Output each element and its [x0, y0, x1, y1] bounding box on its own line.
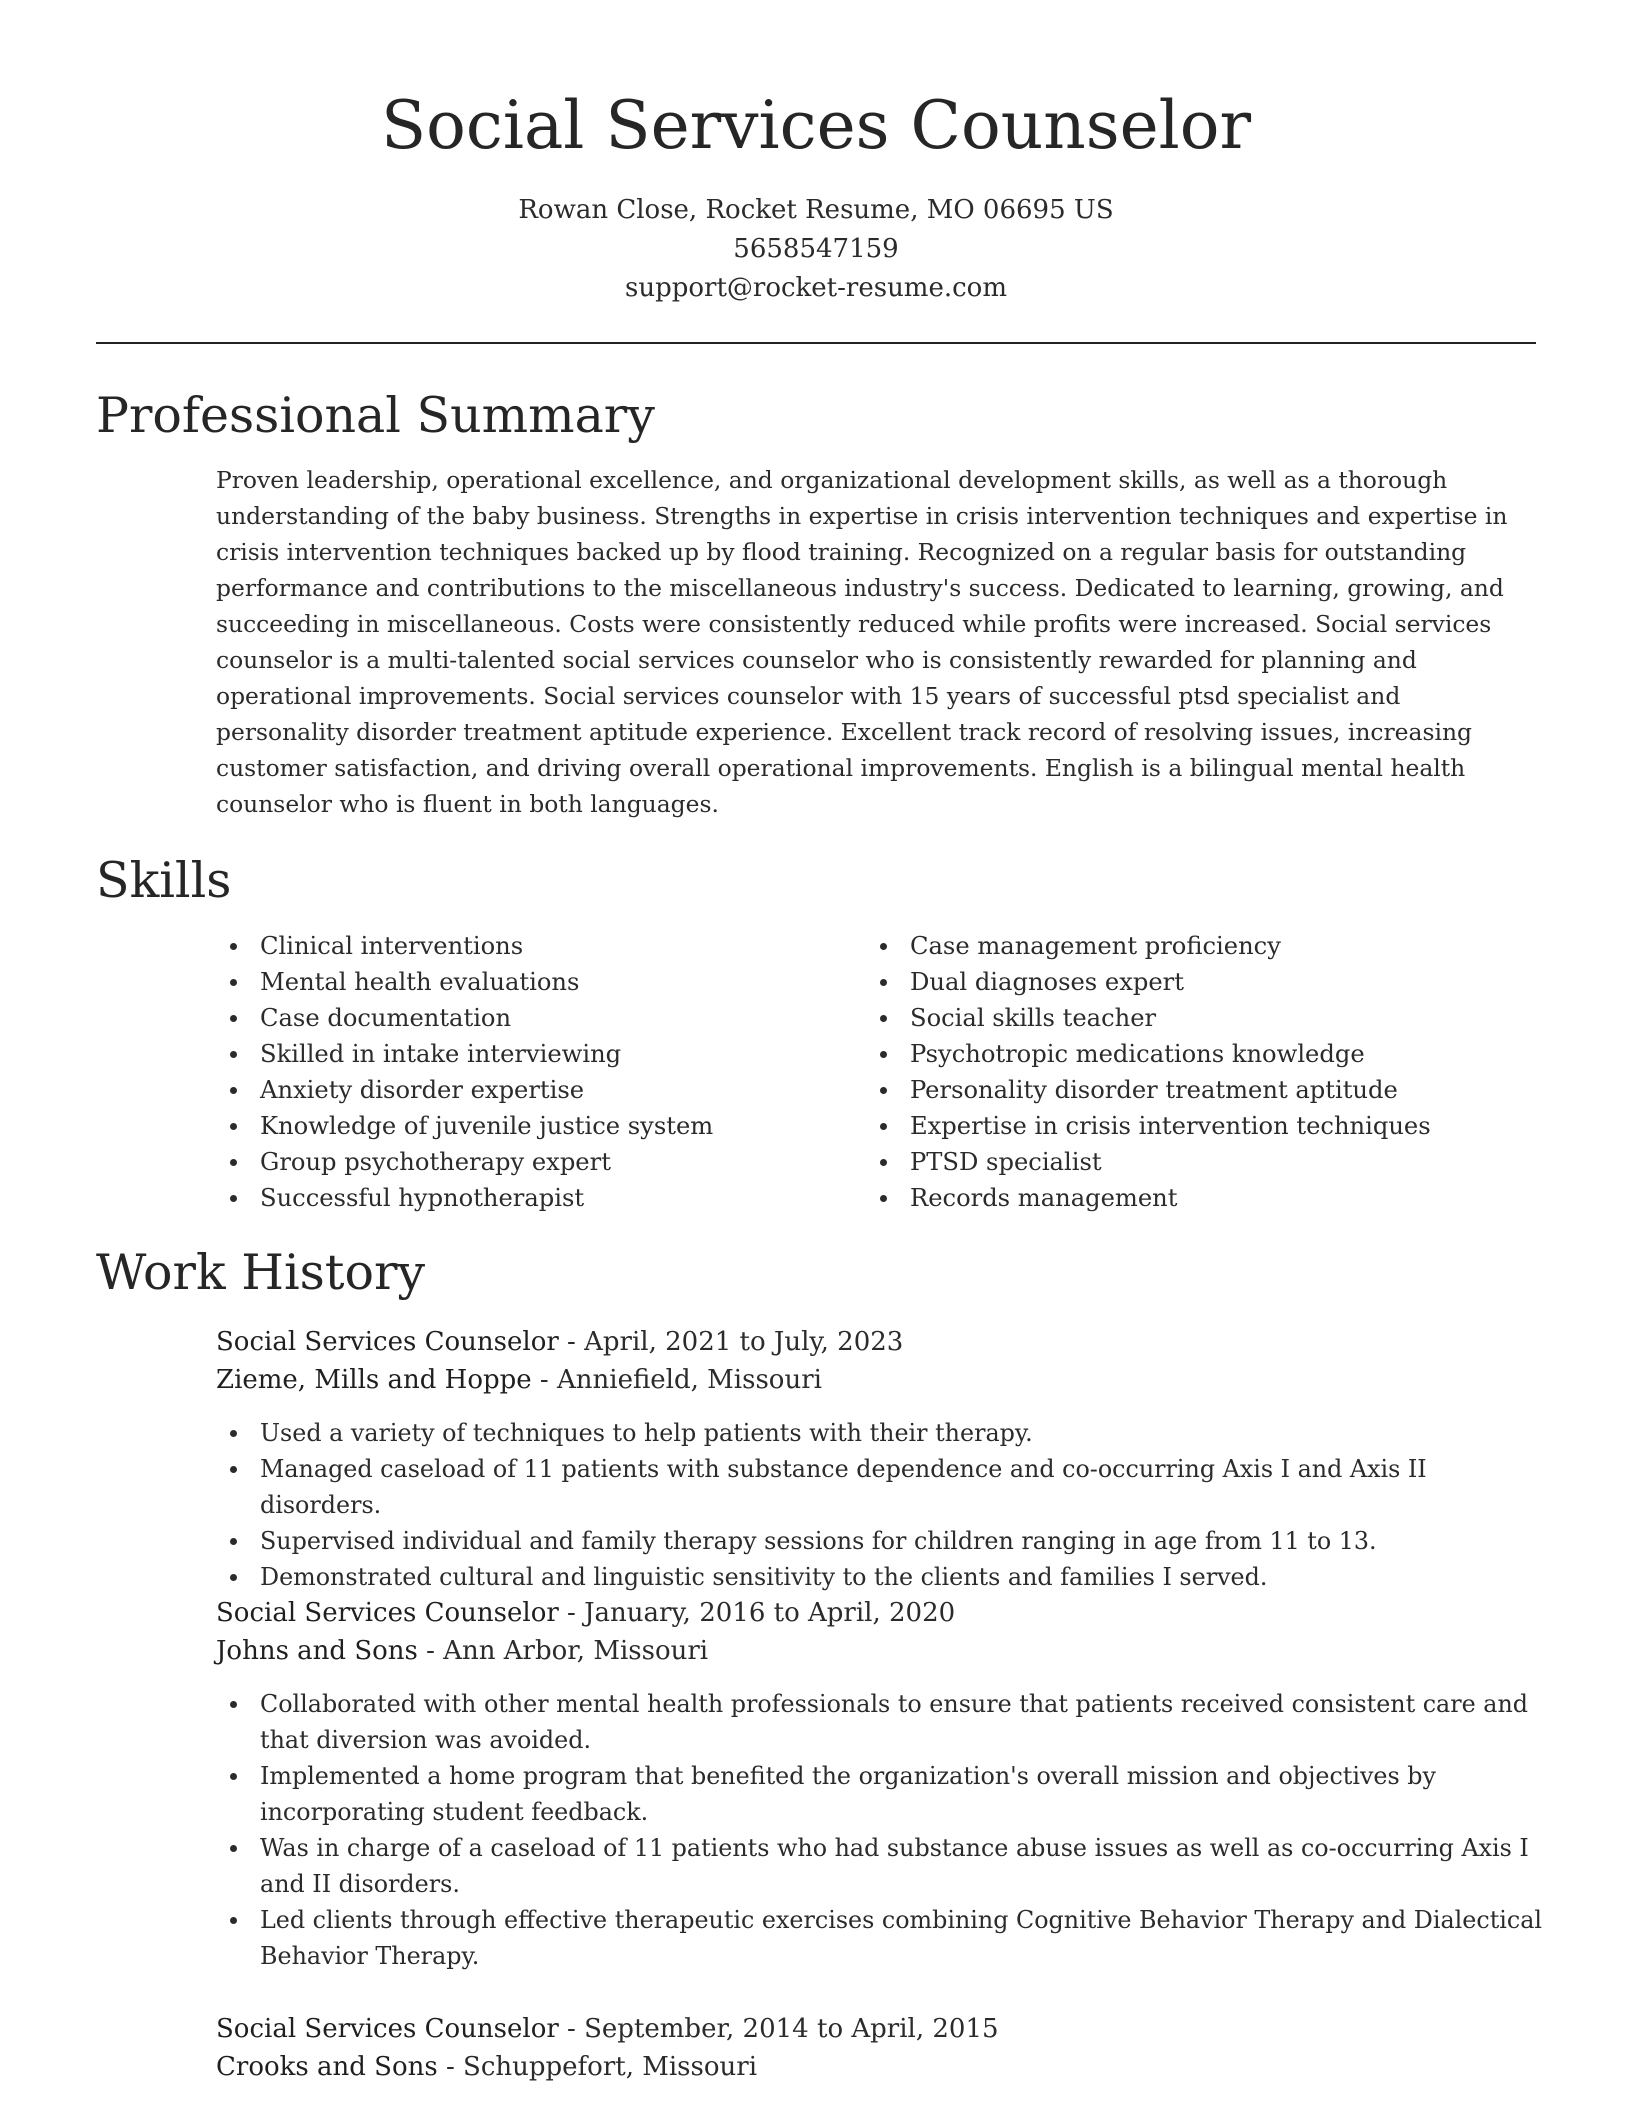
job-role: Social Services Counselor: [216, 2014, 559, 2044]
job-title-line: [216, 2010, 1546, 2048]
job-dates: - September, 2014 to April, 2015: [558, 2014, 999, 2044]
job-bullet: Used a variety of techniques to help patients with their therapy.: [216, 1415, 1546, 1451]
job-entry: [216, 2010, 1546, 2086]
contact-email: support@rocket-resume.com: [624, 273, 1007, 303]
skill-item: Successful hypnotherapist: [216, 1180, 836, 1216]
job-dates: - January, 2016 to April, 2020: [558, 1598, 956, 1628]
skill-item: Mental health evaluations: [216, 964, 836, 1000]
job-entry: [216, 1594, 1546, 1974]
skill-item: Anxiety disorder expertise: [216, 1072, 836, 1108]
job-role: Social Services Counselor: [216, 1598, 559, 1628]
job-bullet: Supervised individual and family therapy sessions for children ranging in age from 11 to 13.: [216, 1523, 1546, 1559]
skills-list-right: [866, 928, 1486, 1216]
job-bullets: [216, 1686, 1546, 1974]
skill-item: Skilled in intake interviewing: [216, 1036, 836, 1072]
work-history-heading: Work History: [96, 1244, 426, 1301]
job-company: Crooks and Sons: [216, 2052, 438, 2082]
job-bullet: Implemented a home program that benefited the organization's overall mission and objectives by incorporating student feedback.: [216, 1758, 1546, 1830]
job-location: - Anniefield, Missouri: [531, 1365, 822, 1395]
job-company: Zieme, Mills and Hoppe: [216, 1365, 532, 1395]
job-role: Social Services Counselor: [216, 1327, 559, 1357]
skill-item: Expertise in crisis intervention techniques: [866, 1108, 1486, 1144]
job-bullet: Led clients through effective therapeutic exercises combining Cognitive Behavior Therapy and Dialectical Behavior Therapy.: [216, 1902, 1546, 1974]
contact-address: Rowan Close, Rocket Resume, MO 06695 US: [518, 195, 1114, 225]
job-location: - Schuppefort, Missouri: [437, 2052, 758, 2082]
header-divider: [96, 342, 1536, 344]
skill-item: Case documentation: [216, 1000, 836, 1036]
skills-list-left: [216, 928, 836, 1216]
job-bullets: [216, 1415, 1546, 1595]
resume-name: Social Services Counselor: [380, 87, 1252, 164]
job-location: - Ann Arbor, Missouri: [417, 1636, 709, 1666]
job-bullet: Demonstrated cultural and linguistic sensitivity to the clients and families I served.: [216, 1559, 1546, 1595]
skill-item: Group psychotherapy expert: [216, 1144, 836, 1180]
job-bullet: Was in charge of a caseload of 11 patients who had substance abuse issues as well as co-occurring Axis I and II disorders.: [216, 1830, 1546, 1902]
skill-item: Knowledge of juvenile justice system: [216, 1108, 836, 1144]
skill-item: Psychotropic medications knowledge: [866, 1036, 1486, 1072]
summary-text: Proven leadership, operational excellence, and organizational development skills, as well as a thorough understanding of the baby business. Strengths in expertise in crisis intervention techniques and expertise in crisis intervention techniques backed up by flood training. Recognized on a regular basis for outstanding performance and contributions to the miscellaneous industry's success. Dedicated to learning, growing, and succeeding in miscellaneous. Costs were consistently reduced while profits were increased. Social services counselor is a multi-talented social services counselor who is consistently rewarded for planning and operational improvements. Social services counselor with 15 years of successful ptsd specialist and personality disorder treatment aptitude experience. Excellent track record of resolving issues, increasing customer satisfaction, and driving overall operational improvements. English is a bilingual mental health counselor who is fluent in both languages.: [216, 466, 1508, 818]
job-company: Johns and Sons: [216, 1636, 418, 1666]
skill-item: PTSD specialist: [866, 1144, 1486, 1180]
job-title-line: [216, 1323, 1546, 1361]
skill-item: Personality disorder treatment aptitude: [866, 1072, 1486, 1108]
job-bullet: Collaborated with other mental health professionals to ensure that patients received consistent care and that diversion was avoided.: [216, 1686, 1546, 1758]
skill-item: Records management: [866, 1180, 1486, 1216]
skill-item: Dual diagnoses expert: [866, 964, 1486, 1000]
contact-phone: 5658547159: [733, 234, 899, 264]
job-bullet: Managed caseload of 11 patients with substance dependence and co-occurring Axis I and Axis II disorders.: [216, 1451, 1546, 1523]
job-company-line: [216, 1361, 1546, 1399]
job-title-line: [216, 1594, 1546, 1632]
job-company-line: [216, 2048, 1546, 2086]
skills-heading: Skills: [96, 852, 232, 909]
skill-item: Case management proficiency: [866, 928, 1486, 964]
skill-item: Social skills teacher: [866, 1000, 1486, 1036]
job-dates: - April, 2021 to July, 2023: [558, 1327, 904, 1357]
job-entry: [216, 1323, 1546, 1595]
skill-item: Clinical interventions: [216, 928, 836, 964]
summary-heading: Professional Summary: [96, 387, 655, 444]
job-company-line: [216, 1632, 1546, 1670]
